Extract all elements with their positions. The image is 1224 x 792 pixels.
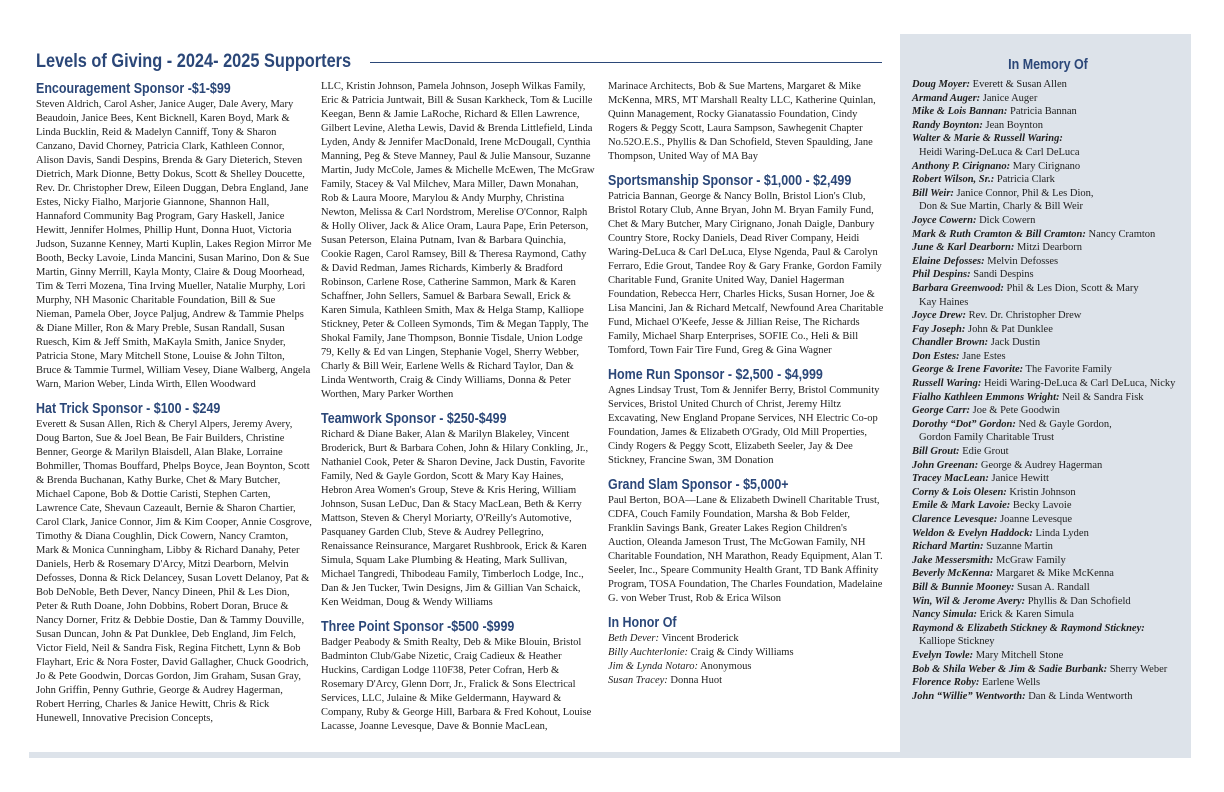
teamwork-names: Richard & Diane Baker, Alan & Marilyn Blakeley, Vincent Broderick, Burt & Barbara Cohen, John & Hilary Conkling, Jr., Nathaniel Cook, Peter & Sharon Devine, Jack Dustin, Favorite Family, Ned & Gayle Gordon, Scott & Mary Kay Haines, Hebron Area Women's Group, Steve & Kris Hering, William Johnson, Susan LeDuc, Dan & Stacy MacLean, Beth & Kerry Mattson, Steven & Cheryl Moriarty, O'Reilly's Automotive, Pasquaney Garden Club, Steve & Audrey Pellegrino, Renaissance Reinsurance, Margaret Rushbrook, Erick & Karen Simula, Squam Lake Plumbing & Heating, Mark Sullivan, Michael Tangredi, Thibodeau Family, Timberloch Lodge, Inc., Dan & Jen Tucker, Twin Designs, Jim & Gillian Van Schaick, Ken Weidman, Doug & Wendy Williams — [321, 429, 589, 608]
memory-honoree: Evelyn Towle: — [912, 649, 974, 661]
memory-entry — [912, 540, 1184, 554]
memory-entry — [912, 187, 1184, 201]
honor-honoree: Susan Tracey: — [608, 675, 668, 686]
memory-donor: Sandi Despins — [973, 269, 1034, 281]
memory-entry — [912, 282, 1184, 296]
memory-entry — [912, 309, 1184, 323]
memory-honoree: Win, Wil & Jerome Avery: — [912, 595, 1026, 607]
memory-honoree: Clarence Levesque: — [912, 514, 998, 525]
memory-donor: Earlene Wells — [982, 677, 1041, 689]
memory-donor: Janice Auger — [982, 92, 1038, 104]
memory-entry — [912, 608, 1184, 622]
memory-honoree: Bob & Shila Weber & Jim & Sadie Burbank: — [912, 663, 1108, 675]
memory-entry — [912, 567, 1184, 581]
memory-entry — [912, 336, 1184, 350]
honor-entry — [608, 660, 884, 674]
sportsmanship-heading: Sportsmanship Sponsor - $1,000 - $2,499 — [608, 173, 852, 189]
memory-donor: Phyllis & Dan Schofield — [1027, 595, 1131, 607]
teamwork-heading: Teamwork Sponsor - $250-$499 — [321, 411, 507, 427]
memory-honoree: George & Irene Favorite: — [912, 364, 1024, 376]
memory-honoree: Armand Auger: — [912, 92, 981, 104]
memory-panel — [912, 56, 1184, 703]
memory-donor: Mary Cirignano — [1012, 160, 1081, 172]
memory-entry — [912, 554, 1184, 568]
memory-donor: The Favorite Family — [1025, 364, 1112, 376]
threepoint-names-part1: Badger Peabody & Smith Realty, Deb & Mike Blouin, Bristol Badminton Club/Gabe Nizetic, Craig Cadieux & Heather Huckins, Cardigan Lodge 110F38, Peter Cofran, Herb & Rosemary D'Arcy, Glenn Dorr, Jr., Fralick & Sons Electrical Services, LLC, Julaine & Mike Geldermann, Hayward & Company, Ruby & George Hill, Barbara & Fred Kohout, Louise Lacasse, Joanne Levesque, Dave & Bonnie MacLean, — [321, 637, 592, 732]
memory-entry — [912, 404, 1184, 418]
memory-donor-continued: Don & Sue Martin, Charly & Bill Weir — [919, 201, 1084, 213]
memory-donor: Jack Dustin — [990, 337, 1041, 349]
memory-honoree: Bill Weir: — [912, 187, 954, 199]
memory-honoree: Bill & Bunnie Mooney: — [912, 581, 1015, 593]
memory-donor: Janice Hewitt — [991, 473, 1049, 485]
memory-honoree: Bill Grout: — [912, 446, 960, 458]
honor-entry — [608, 632, 884, 646]
memory-entry — [912, 255, 1184, 269]
hattrick-names-part1: Everett & Susan Allen, Rich & Cheryl Alpers, Jeremy Avery, Doug Barton, Sue & Joel Bean, Be Fair Builders, Christine Benner, George & Marilyn Blaisdell, Alan Blake, Lorraine Bohmiller, Thomas Bouffard, Phelps Boyce, Jean Boynton, Scott & Brenda Buchanan, Kathy Burke, Chet & Mary Butcher, Michael Capone, Bob & Dottie Caristi, Stephen Carten, Lawrence Cate, Shevaun Cazeault, Bernie & Sharon Chartier, Carol Clark, Janice Connor, Jim & Kim Cooper, Annie Cosgrove, Timothy & Diana Coughlin, Dick Cowern, Nancy Cramton, Mark & Monica Cunningham, Libby & Richard Danahy, Peter Daniels, Herb & Rosemary D'Arcy, Mitzi Dearborn, Melvin Defosses, Donna & Rick Delancey, Susan Lovett Delanoy, Pat & Bob DeNoble, Beth Dever, Nancy Dineen, Phil & Les Dion, Peter & Ruth Doane, John Dobbins, Robert Doran, Bruce & Nancy Dorner, Fritz & Debbie Dostie, Dan & Tammy Douville, Susan Duncan, John & Pat Dunklee, Deb England, Jim Felch, Victor Field, Neil & Sandra Fisk, Regina Fitchett, Lynn & Bob Flayhart, Eric & Nora Foster, David Gallagher, Chuck Goodrich, Jo & Pete Goodwin, Dorcas Gordon, Jim Graham, Susan Gray, John Griffin, Penny Guthrie, George & Audrey Hagerman, Robert Herring, Charles & Janice Hewitt, Chris & Rick Hunewell, Innovative Precision Concepts, — [36, 419, 312, 724]
memory-list — [912, 78, 1184, 703]
memory-donor: Nancy Cramton — [1088, 228, 1156, 240]
memory-honoree: Emile & Mark Lavoie: — [912, 500, 1011, 512]
memory-entry — [912, 119, 1184, 133]
memory-honoree: John Greenan: — [912, 459, 979, 471]
memory-donor: Sherry Weber — [1109, 663, 1168, 675]
hattrick-heading: Hat Trick Sponsor - $100 - $249 — [36, 401, 221, 417]
memory-donor: George & Audrey Hagerman — [980, 459, 1103, 471]
memory-entry — [912, 391, 1184, 405]
memory-entry — [912, 268, 1184, 282]
memory-honoree: Walter & Marie & Russell Waring: — [912, 133, 1063, 145]
honor-donor: Craig & Cindy Williams — [690, 647, 794, 658]
memory-honoree: Corny & Lois Olesen: — [912, 486, 1007, 498]
title-row — [36, 48, 882, 76]
memory-entry — [912, 472, 1184, 486]
memory-honoree: Chandler Brown: — [912, 337, 989, 349]
memory-honoree: Russell Waring: — [912, 378, 982, 390]
memory-honoree: Weldon & Evelyn Haddock: — [912, 527, 1033, 539]
memory-entry — [912, 445, 1184, 459]
memory-entry — [912, 214, 1184, 228]
encouragement-names: Steven Aldrich, Carol Asher, Janice Auger, Dale Avery, Mary Beaudoin, Janice Bees, Kent Bicknell, Karen Boyd, Mark & Linda Bucklin, Reid & Madelyn Canniff, Tony & Sharon Canzano, David Chorney, Patricia Clark, Kathleen Connor, Alison Davis, Sandi Despins, Brenda & Gary Dieterich, Steven Dietrich, Mark Dionne, Betty Dokus, Scott & Shelley Doucette, Rev. Dr. Christopher Drew, Eileen Duggan, Debra England, Jane Estes, Nicky Fialho, Marjorie Giannone, Shannon Hall, Hannaford Community Bag Program, Gary Haskell, Janice Hewitt, Jennifer Holmes, Phillip Hunt, Donna Huot, Victoria Judson, Suzanne Kenney, Marti Kuplin, Lakes Region Mirror Me Booth, Becky Lavoie, Linda Mancini, Susan Marino, Don & Sue Martin, Ginny Merrill, Kayla Monty, Claire & Doug Moorhead, Tim & Terri Mozena, Tina Irving Mueller, Natalie Murphy, Lori Murphy, NH Masonic Charitable Foundation, Bill & Sue Nieman, Pamela Ober, Joyce Paljug, Andrew & Tammie Phelps & Diane Miller, Ron & Mary Preble, Susan Randall, Susan Ruesch, Kim & Jeff Smith, MaKayla Smith, Janice Snyder, Patricia Stone, Mary Mitchell Stone, Louise & John Tilton, Bruce & Tammie Turmel, William Vesey, Diane Walberg, Angela Warn, Marion Weber, Linda Wirth, Ellen Woodward — [36, 99, 312, 390]
memory-entry — [912, 622, 1184, 636]
memory-entry — [912, 418, 1184, 432]
honor-entry — [608, 674, 884, 688]
column-3 — [608, 80, 884, 688]
supporters-panel — [29, 34, 900, 752]
memory-donor: John & Pat Dunklee — [968, 323, 1053, 335]
memory-entry — [912, 663, 1184, 677]
memory-entry — [912, 241, 1184, 255]
memory-entry — [912, 486, 1184, 500]
memory-donor: Mitzi Dearborn — [1017, 242, 1083, 254]
memory-donor: Jean Boynton — [985, 119, 1043, 131]
memory-honoree: Mark & Ruth Cramton & Bill Cramton: — [912, 228, 1086, 240]
memory-entry — [912, 690, 1184, 704]
memory-donor: Heidi Waring-DeLuca & Carl DeLuca, Nicky — [983, 378, 1176, 390]
page-title: Levels of Giving - 2024- 2025 Supporters — [36, 51, 352, 72]
memory-honoree: Richard Martin: — [912, 541, 984, 553]
memory-honoree: Fialho Kathleen Emmons Wright: — [912, 391, 1060, 403]
memory-donor: Ned & Gayle Gordon, — [1018, 418, 1112, 430]
memory-honoree: Phil Despins: — [912, 269, 971, 281]
homerun-heading: Home Run Sponsor - $2,500 - $4,999 — [608, 367, 823, 383]
memory-donor: Phil & Les Dion, Scott & Mary — [1006, 282, 1139, 294]
honor-list — [608, 632, 884, 688]
memory-honoree: Raymond & Elizabeth Stickney & Raymond Stickney: — [912, 622, 1145, 634]
memory-donor: Suzanne Martin — [986, 541, 1053, 553]
memory-donor: Janice Connor, Phil & Les Dion, — [956, 187, 1094, 199]
memory-honoree: Joyce Drew: — [912, 310, 966, 322]
memory-honoree: Mike & Lois Bannan: — [912, 106, 1008, 118]
memory-entry — [912, 173, 1184, 187]
memory-donor-continued: Kalliope Stickney — [919, 636, 995, 648]
honor-honoree: Beth Dever: — [608, 633, 660, 644]
memory-entry — [912, 132, 1184, 146]
honor-donor: Vincent Broderick — [661, 633, 739, 644]
memory-honoree: John “Willie” Wentworth: — [912, 690, 1026, 702]
sportsmanship-names: Patricia Bannan, George & Nancy Bolln, Bristol Lion's Club, Bristol Rotary Club, Anne Bryan, John M. Bryan Family Fund, Chet & Mary Butcher, Mary Cirignano, Jonah Daigle, Danbury Country Store, Rocky Daniels, Dead River Company, Heidi Waring-DeLuca & Carl DeLuca, Elyse Ngenda, Paul & Carolyn Ferraro, Edie Grout, Tandee Roy & Gary Franke, Gordon Family Charitable Fund, Granite United Way, Daniel Hagerman Foundation, Rebecca Herr, Charles Hicks, Susan Horner, Joe & Lisa Mancini, Jan & Richard Metcalf, Newfound Area Charitable Fund, Michael O'Keefe, Jesse & Jillian Reise, The Richards Family, Michael Sharp Enterprises, SOFIE Co., Heli & Bill Tomford, Town Fair Tire Fund, Greg & Gina Wagner — [608, 191, 884, 356]
memory-donor: Joanne Levesque — [1000, 514, 1073, 525]
memory-donor: Mary Mitchell Stone — [975, 649, 1064, 661]
memory-honoree: Barbara Greenwood: — [912, 282, 1004, 294]
memory-honoree: Elaine Defosses: — [912, 255, 985, 267]
memory-honoree: Fay Joseph: — [912, 323, 966, 335]
memory-entry — [912, 105, 1184, 119]
memory-donor-continued: Gordon Family Charitable Trust — [919, 432, 1055, 444]
memory-honoree: Jake Messersmith: — [912, 554, 994, 566]
threepoint-heading: Three Point Sponsor -$500 -$999 — [321, 619, 515, 635]
memory-donor: Edie Grout — [962, 446, 1009, 458]
memory-donor: McGraw Family — [996, 554, 1066, 566]
memory-honoree: Nancy Simula: — [912, 609, 978, 621]
memory-donor: Everett & Susan Allen — [972, 79, 1067, 90]
memory-donor: Rev. Dr. Christopher Drew — [968, 310, 1082, 322]
grandslam-heading: Grand Slam Sponsor - $5,000+ — [608, 477, 789, 493]
memory-donor: Becky Lavoie — [1012, 500, 1072, 512]
memory-entry — [912, 649, 1184, 663]
memory-donor: Dan & Linda Wentworth — [1028, 690, 1133, 702]
memory-honoree: George Carr: — [912, 405, 971, 417]
memory-donor-continued: Kay Haines — [919, 296, 969, 308]
memory-honoree: Doug Moyer: — [912, 79, 971, 90]
memory-honoree: Anthony P. Cirignano: — [912, 160, 1011, 172]
memory-entry — [912, 459, 1184, 473]
honor-donor: Anonymous — [700, 661, 752, 672]
memory-honoree: Robert Wilson, Sr.: — [912, 174, 995, 186]
memory-entry — [912, 228, 1184, 242]
honor-donor: Donna Huot — [670, 675, 723, 686]
memory-honoree: Joyce Cowern: — [912, 214, 977, 226]
memory-entry — [912, 595, 1184, 609]
honor-honoree: Jim & Lynda Notaro: — [608, 661, 699, 672]
memory-honoree: Dorothy “Dot” Gordon: — [912, 418, 1016, 430]
hattrick-names-part2: LLC, Kristin Johnson, Pamela Johnson, Joseph Wilkas Family, Eric & Patricia Juntwait, Bill & Susan Karkheck, Tom & Lucille Keegan, Benn & Jamie LaRoche, Richard & Ellen Lawrence, Gilbert Levine, Aletha Lewis, David & Brenda Littlefield, Linda Lyden, Andy & Jennifer MacDonald, Irene McDougall, Cynthia Manning, Peg & Steve Manney, Paul & Julie Mansour, Suzanne Martin, Judy McCole, James & Michelle McEwen, The McGraw Family, Stacey & Val Milchev, Mara Miller, Dawn Monahan, Rob & Laura Moore, Marylou & Andy Murphy, Christina Newton, Melissa & Carl Nordstrom, Merelise O'Connor, Ralph & Holly Oliver, Jack & Alice Oram, Laura Pape, Erin Peterson, Susan Peterson, Elaina Putnam, Ivan & Barbara Quinchia, Cookie Ragen, Carol Ramsey, Bill & Theresa Raymond, Cathy & David Redman, James Richards, Kimberly & Bradford Robinson, Carlene Rose, Catherine Sammon, Mark & Karen Schaffner, John Sellers, Samuel & Barbara Sewall, Erick & Karen Simula, Kathleen Smith, Max & Helga Stamp, Kalliope Stickney, Peter & Colleen Symonds, Tim & Megan Tapply, The Shokal Family, Jane Thompson, Bonnie Tisdale, Union Lodge 79, Kelly & Ed van Lingen, Stephanie Vogel, Sherry Webber, Charly & Bill Weir, Earlene Wells & Richard Taylor, Dan & Linda Wentworth, Craig & Cindy Williams, Donna & Peter Worthen, Mary Parker Worthen — [321, 81, 595, 400]
memory-honoree: Florence Roby: — [912, 677, 980, 689]
memory-honoree: Don Estes: — [912, 350, 960, 362]
honor-honoree: Billy Auchterlonie: — [608, 647, 688, 658]
memory-heading: In Memory Of — [1008, 57, 1088, 73]
memory-entry — [912, 676, 1184, 690]
memory-donor: Erick & Karen Simula — [979, 609, 1074, 621]
memory-donor-continued: Heidi Waring-DeLuca & Carl DeLuca — [919, 146, 1080, 158]
memory-donor: Kristin Johnson — [1009, 486, 1076, 498]
memory-honoree: Tracey MacLean: — [912, 473, 989, 485]
memory-entry — [912, 323, 1184, 337]
memory-entry — [912, 350, 1184, 364]
memory-entry — [912, 160, 1184, 174]
memory-donor: Joe & Pete Goodwin — [972, 405, 1060, 417]
title-rule — [370, 62, 882, 63]
memory-honoree: June & Karl Dearborn: — [912, 242, 1015, 254]
encouragement-heading: Encouragement Sponsor -$1-$99 — [36, 81, 231, 97]
memory-donor: Melvin Defosses — [987, 255, 1059, 267]
column-1 — [36, 80, 312, 726]
memory-entry — [912, 499, 1184, 513]
memory-donor: Neil & Sandra Fisk — [1062, 391, 1144, 403]
memory-entry — [912, 78, 1184, 92]
homerun-names: Agnes Lindsay Trust, Tom & Jennifer Berry, Bristol Community Services, Bristol United Church of Christ, Jeremy Hiltz Excavating, New England Propane Services, NH Electric Co-op Foundation, James & Elizabeth O'Grady, Old Mill Properties, Cindy Rogers & Peggy Scott, Elizabeth Seeler, Jay & Dee Stickney, Francine Swan, 3M Donation — [608, 385, 880, 466]
memory-donor: Patricia Bannan — [1010, 106, 1077, 118]
memory-entry — [912, 527, 1184, 541]
memory-donor: Margaret & Mike McKenna — [996, 568, 1114, 580]
memory-entry — [912, 363, 1184, 377]
memory-entry — [912, 92, 1184, 106]
memory-donor: Patricia Clark — [996, 174, 1055, 186]
grandslam-names: Paul Berton, BOA—Lane & Elizabeth Dwinell Charitable Trust, CDFA, Couch Family Foundation, Marsha & Bob Felder, Franklin Savings Bank, Greater Lakes Region Children's Auction, Oleanda Jameson Trust, The McGowan Family, NH Charitable Foundation, NH Marathon, Ready Equipment, Alan T. Seeler, Inc., Speare Community Health Grant, TD Bank Affinity Program, TOSA Foundation, The Charles Foundation, Madelaine G. von Weber Trust, Rob & Erica Wilson — [608, 495, 883, 604]
honor-heading: In Honor Of — [608, 615, 677, 631]
memory-donor: Susan A. Randall — [1017, 581, 1090, 593]
memory-donor: Dick Cowern — [979, 214, 1036, 226]
memory-entry — [912, 377, 1184, 391]
honor-entry — [608, 646, 884, 660]
memory-donor: Linda Lyden — [1035, 527, 1089, 539]
memory-entry — [912, 513, 1184, 527]
memory-honoree: Beverly McKenna: — [912, 568, 994, 580]
memory-honoree: Randy Boynton: — [912, 119, 983, 131]
memory-donor: Jane Estes — [962, 350, 1006, 362]
threepoint-names-part2: Marinace Architects, Bob & Sue Martens, Margaret & Mike McKenna, MRS, MT Marshall Realty LLC, Katherine Quinlan, Quinn Management, Rocky Gianatassio Foundation, Cindy Rogers & Peggy Scott, Laura Sampson, Sawhegenit Chapter No.52O.E.S., Phyllis & Dan Schofield, Steven Spaulding, Jane Thompson, United Way of MA Bay — [608, 81, 876, 162]
column-2 — [321, 80, 597, 734]
memory-entry — [912, 581, 1184, 595]
